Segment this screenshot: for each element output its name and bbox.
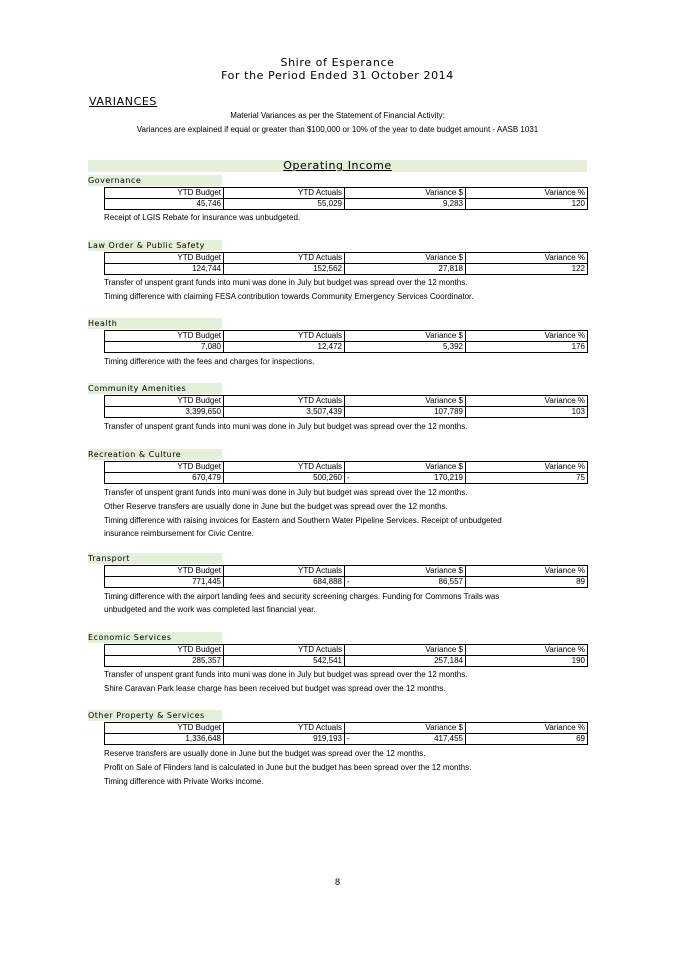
column-header: YTD Budget xyxy=(105,462,224,473)
value-cell: 55,029 xyxy=(224,199,345,210)
variance-note: Transfer of unspent grant funds into muni was done in July but budget was spread over the 12 months. xyxy=(104,670,468,679)
value-cell: 190 xyxy=(466,656,588,667)
value-cell: 124,744 xyxy=(105,264,224,275)
variance-table xyxy=(104,395,588,418)
column-header: Variance $ xyxy=(345,331,466,342)
table-row xyxy=(105,342,588,353)
column-header: YTD Actuals xyxy=(224,462,345,473)
section-heading: Economic Services xyxy=(88,632,222,643)
value-cell: 1,336,648 xyxy=(105,734,224,745)
column-header: YTD Budget xyxy=(105,566,224,577)
value-cell: 670,479 xyxy=(105,473,224,484)
value-cell: 89 xyxy=(466,577,588,588)
value-cell: 3,399,650 xyxy=(105,407,224,418)
value-cell: 542,541 xyxy=(224,656,345,667)
variance-note: Transfer of unspent grant funds into muni was done in July but budget was spread over the 12 months. xyxy=(104,422,468,431)
variance-table xyxy=(104,722,588,745)
value-cell: 3,507,439 xyxy=(224,407,345,418)
table-header-row xyxy=(105,331,588,342)
table-row xyxy=(105,199,588,210)
column-header: YTD Budget xyxy=(105,331,224,342)
column-header: Variance % xyxy=(466,645,588,656)
column-header: YTD Actuals xyxy=(224,396,345,407)
table-row xyxy=(105,264,588,275)
section-heading: Law Order & Public Safety xyxy=(88,240,222,251)
variance-amount: 170,219 xyxy=(434,473,463,482)
variance-note: Transfer of unspent grant funds into muni was done in July but budget was spread over the 12 months. xyxy=(104,278,468,287)
variance-amount-cell xyxy=(345,577,466,588)
section-heading: Transport xyxy=(88,553,222,564)
column-header: YTD Actuals xyxy=(224,566,345,577)
negative-sign: - xyxy=(347,473,350,482)
column-header: Variance $ xyxy=(345,188,466,199)
column-header: Variance $ xyxy=(345,396,466,407)
variance-amount: 86,557 xyxy=(438,577,463,586)
subtitle-material: Material Variances as per the Statement of Financial Activity: xyxy=(230,111,445,120)
column-header: YTD Actuals xyxy=(224,188,345,199)
variance-amount: 417,455 xyxy=(434,734,463,743)
column-header: Variance % xyxy=(466,723,588,734)
value-cell: 69 xyxy=(466,734,588,745)
variance-note: Timing difference with raising invoices for Eastern and Southern Water Pipeline Services. Receipt of unbudgeted xyxy=(104,516,502,525)
table-header-row xyxy=(105,253,588,264)
column-header: Variance % xyxy=(466,462,588,473)
value-cell: 45,746 xyxy=(105,199,224,210)
column-header: Variance $ xyxy=(345,462,466,473)
variance-note: Receipt of LGIS Rebate for insurance was unbudgeted. xyxy=(104,213,301,222)
column-header: YTD Budget xyxy=(105,253,224,264)
column-header: Variance $ xyxy=(345,253,466,264)
value-cell: 257,184 xyxy=(345,656,466,667)
value-cell: 771,445 xyxy=(105,577,224,588)
table-header-row xyxy=(105,645,588,656)
column-header: Variance $ xyxy=(345,566,466,577)
column-header: YTD Budget xyxy=(105,645,224,656)
variance-table xyxy=(104,565,588,588)
variance-note: Transfer of unspent grant funds into muni was done in July but budget was spread over the 12 months. xyxy=(104,488,468,497)
org-name: Shire of Esperance xyxy=(280,56,395,69)
period-title: For the Period Ended 31 October 2014 xyxy=(221,69,454,82)
variance-note: unbudgeted and the work was completed last financial year. xyxy=(104,605,316,614)
column-header: Variance % xyxy=(466,396,588,407)
operating-income-title: Operating Income xyxy=(283,159,392,172)
value-cell: 176 xyxy=(466,342,588,353)
column-header: YTD Actuals xyxy=(224,331,345,342)
section-heading: Community Amenities xyxy=(88,383,222,394)
table-header-row xyxy=(105,566,588,577)
value-cell: 75 xyxy=(466,473,588,484)
variance-table xyxy=(104,330,588,353)
column-header: YTD Budget xyxy=(105,188,224,199)
value-cell: 5,392 xyxy=(345,342,466,353)
column-header: YTD Budget xyxy=(105,396,224,407)
value-cell: 684,888 xyxy=(224,577,345,588)
variance-note: Timing difference with claiming FESA contribution towards Community Emergency Services Coordinator. xyxy=(104,292,474,301)
value-cell: 500,260 xyxy=(224,473,345,484)
table-header-row xyxy=(105,723,588,734)
column-header: Variance $ xyxy=(345,723,466,734)
column-header: Variance $ xyxy=(345,645,466,656)
column-header: Variance % xyxy=(466,253,588,264)
value-cell: 103 xyxy=(466,407,588,418)
variance-note: Timing difference with Private Works income. xyxy=(104,777,264,786)
value-cell: 9,283 xyxy=(345,199,466,210)
section-heading: Recreation & Culture xyxy=(88,449,222,460)
value-cell: 7,080 xyxy=(105,342,224,353)
column-header: YTD Actuals xyxy=(224,645,345,656)
table-row xyxy=(105,734,588,745)
value-cell: 120 xyxy=(466,199,588,210)
value-cell: 152,562 xyxy=(224,264,345,275)
table-row xyxy=(105,577,588,588)
value-cell: 27,818 xyxy=(345,264,466,275)
value-cell: 122 xyxy=(466,264,588,275)
column-header: YTD Actuals xyxy=(224,253,345,264)
value-cell: 919,193 xyxy=(224,734,345,745)
table-header-row xyxy=(105,396,588,407)
variance-table xyxy=(104,187,588,210)
variance-table xyxy=(104,644,588,667)
variance-note: Reserve transfers are usually done in June but the budget was spread over the 12 months. xyxy=(104,749,426,758)
table-header-row xyxy=(105,462,588,473)
column-header: Variance % xyxy=(466,188,588,199)
section-heading: Governance xyxy=(88,175,222,186)
variance-amount-cell xyxy=(345,473,466,484)
variance-table xyxy=(104,461,588,484)
negative-sign: - xyxy=(347,577,350,586)
value-cell: 285,357 xyxy=(105,656,224,667)
variance-table xyxy=(104,252,588,275)
table-header-row xyxy=(105,188,588,199)
variances-heading: VARIANCES xyxy=(89,95,158,108)
column-header: YTD Actuals xyxy=(224,723,345,734)
value-cell: 12,472 xyxy=(224,342,345,353)
section-heading: Other Property & Services xyxy=(88,710,222,721)
table-row xyxy=(105,656,588,667)
variance-note: Other Reserve transfers are usually done in June but the budget was spread over the 12 months. xyxy=(104,502,448,511)
column-header: Variance % xyxy=(466,566,588,577)
negative-sign: - xyxy=(347,734,350,743)
variance-note: Timing difference with the fees and charges for inspections. xyxy=(104,357,315,366)
table-row xyxy=(105,473,588,484)
section-heading: Health xyxy=(88,318,222,329)
table-row xyxy=(105,407,588,418)
variance-note: Timing difference with the airport landing fees and security screening charges. Funding for Commons Trails was xyxy=(104,592,500,601)
variance-note: Profit on Sale of Flinders land is calculated in June but the budget has been spread over the 12 months. xyxy=(104,763,472,772)
subtitle-criteria: Variances are explained if equal or greater than $100,000 or 10% of the year to date budget amount - AASB 1031 xyxy=(136,125,539,134)
variance-note: insurance reimbursement for Civic Centre. xyxy=(104,529,254,538)
value-cell: 107,789 xyxy=(345,407,466,418)
page-number: 8 xyxy=(334,877,340,887)
column-header: YTD Budget xyxy=(105,723,224,734)
column-header: Variance % xyxy=(466,331,588,342)
variance-amount-cell xyxy=(345,734,466,745)
variance-note: Shire Caravan Park lease charge has been received but budget was spread over the 12 months. xyxy=(104,684,446,693)
